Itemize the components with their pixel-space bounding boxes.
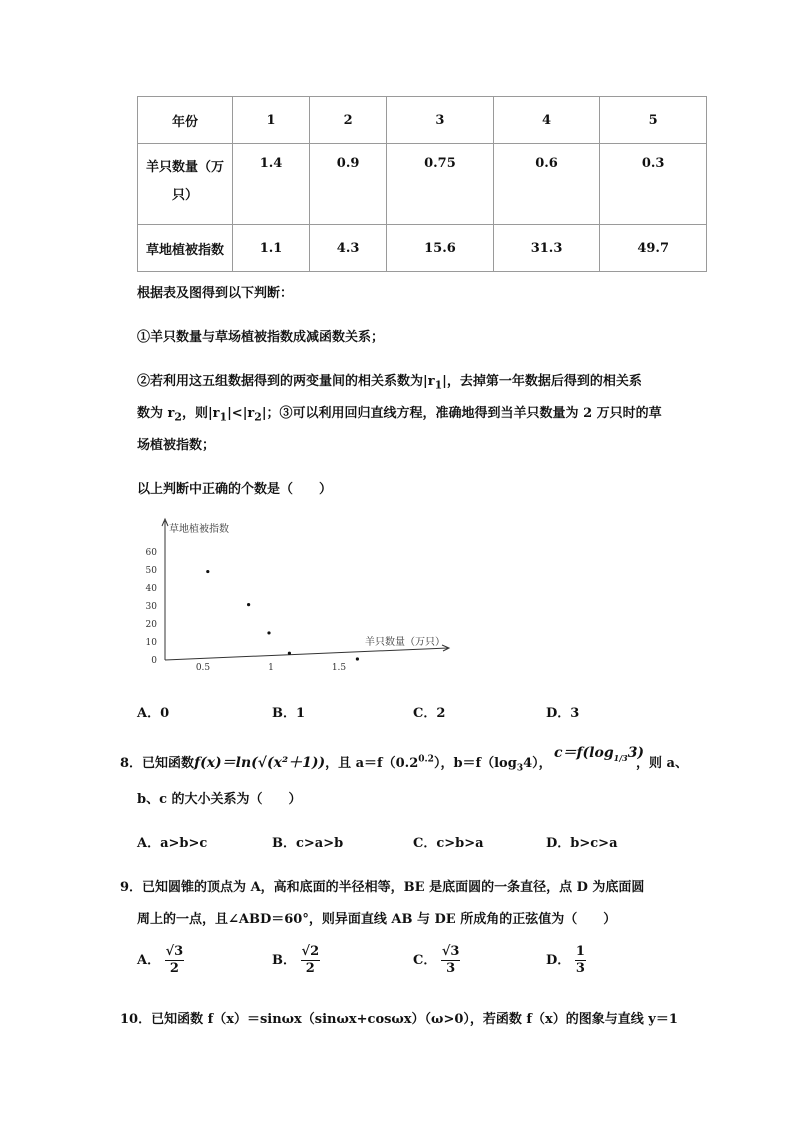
y-tick-label: 60 (145, 548, 157, 558)
option-label: A． (137, 953, 161, 968)
subscript: 1 (434, 378, 443, 392)
q8-number: 8． (120, 756, 143, 771)
table-row-year (138, 97, 707, 144)
q7-option-d: D．3 (546, 706, 580, 721)
q7-option-a: A．0 (137, 706, 170, 721)
text: ，且 a＝f（0.2 (325, 756, 419, 771)
table-cell: 5 (600, 97, 707, 144)
table-header-sheep-line1: 羊只数量（万 (145, 160, 224, 175)
q8-function: f(x)＝ln(√(x²＋1)) (194, 755, 326, 771)
text: |；③可以利用回归直线方程，准确地得到当羊只数量为 2 万只时的草 (261, 406, 662, 421)
data-point (206, 570, 209, 573)
denominator: 3 (446, 961, 456, 976)
y-tick-label: 10 (145, 638, 157, 648)
table-cell: 3 (387, 97, 494, 144)
q8-option-b: B．c>a>b (272, 836, 344, 851)
table-cell: 4.3 (310, 225, 387, 272)
text: 4）， (523, 756, 552, 771)
data-point (267, 631, 270, 634)
table-row-grass (138, 225, 707, 272)
x-tick-label: 1 (268, 663, 274, 673)
text: |，去掉第一年数据后得到的相关系 (442, 374, 642, 389)
q7-judgement-1: ①羊只数量与草场植被指数成减函数关系； (137, 330, 385, 345)
subscript: 1/3 (613, 752, 628, 763)
fraction (575, 944, 586, 977)
y-axis-label: 草地植被指数 (169, 524, 229, 535)
q7-option-c: C．2 (413, 706, 446, 721)
q8-option-d: D．b>c>a (546, 836, 618, 851)
q9-option-c (413, 944, 460, 977)
scatter-chart (140, 515, 460, 675)
q7-question: 以上判断中正确的个数是（ ） (137, 482, 333, 497)
x-tick-label: 1.5 (331, 663, 347, 673)
x-axis (165, 648, 448, 660)
y-tick-label: 0 (151, 656, 157, 666)
chart-layer (146, 519, 449, 673)
q7-option-b: B．1 (272, 706, 306, 721)
table-cell: 0.9 (310, 144, 387, 225)
denominator: 2 (305, 961, 315, 976)
table-header-sheep-line2: 只） (171, 188, 198, 203)
fraction (165, 944, 185, 977)
x-axis-label: 羊只数量（万只） (365, 637, 445, 648)
y-tick-label: 40 (145, 584, 157, 594)
option-label: B． (272, 953, 296, 968)
text: ，则|r (181, 406, 220, 421)
table-cell: 4 (493, 97, 600, 144)
text: ②若利用这五组数据得到的两变量间的相关系数为|r (137, 374, 435, 389)
table-cell: 0.75 (387, 144, 494, 225)
fraction (441, 944, 461, 977)
text: c＝f(log (554, 745, 614, 761)
q9-line2: 周上的一点，且∠ABD＝60°，则异面直线 AB 与 DE 所成角的正弦值为（ ） (137, 912, 617, 927)
table-cell: 49.7 (600, 225, 707, 272)
text: |<|r (227, 406, 255, 421)
text: ），b＝f（log (433, 756, 517, 771)
numerator: √2 (301, 944, 320, 959)
table-cell: 2 (310, 97, 387, 144)
data-point (356, 657, 359, 660)
table-cell: 1.4 (233, 144, 310, 225)
subscript: 1 (219, 410, 228, 424)
option-label: D． (546, 953, 571, 968)
q8-line2: b、c 的大小关系为（ ） (137, 792, 302, 807)
data-point (247, 603, 250, 606)
q9-line1 (120, 876, 644, 895)
numerator: √3 (441, 944, 460, 959)
superscript: 0.2 (418, 754, 434, 765)
x-tick-label: 0.5 (195, 663, 211, 673)
q9-option-b (272, 944, 320, 977)
subscript: 3 (516, 763, 524, 774)
numerator: √3 (165, 944, 184, 959)
q8-option-a: A．a>b>c (137, 836, 208, 851)
option-label: C． (413, 953, 437, 968)
numerator: 1 (575, 944, 585, 959)
q7-judgement-2-line1 (137, 370, 642, 392)
q8-option-c: C．c>b>a (413, 836, 484, 851)
text: 已知圆锥的顶点为 A，高和底面的半径相等，BE 是底面圆的一条直径，点 D 为底面圆 (142, 880, 645, 895)
q8-line1-end: ，则 a、 (636, 756, 688, 771)
y-tick-label: 50 (145, 566, 157, 576)
text: 3) (627, 745, 645, 761)
q9-option-d (546, 944, 586, 977)
q10-line1: 10．已知函数 f（x）＝sinωx（sinωx+cosωx）（ω>0），若函数 f（x）的图象与直线 y＝1 (120, 1012, 678, 1027)
q9-number: 9． (120, 880, 143, 895)
table-header-grass: 草地植被指数 (138, 225, 233, 272)
table-row-sheep (138, 144, 707, 225)
subscript: 2 (254, 410, 262, 424)
y-tick-label: 30 (145, 602, 157, 612)
table-header-sheep (138, 144, 233, 225)
denominator: 2 (169, 961, 179, 976)
table-cell: 15.6 (387, 225, 494, 272)
q7-intro: 根据表及图得到以下判断： (137, 286, 294, 301)
q7-judgement-2-line3: 场植被指数； (137, 438, 216, 453)
table-cell: 31.3 (493, 225, 600, 272)
q8-line1 (120, 752, 552, 774)
table-cell: 0.6 (493, 144, 600, 225)
data-table (137, 96, 707, 272)
denominator: 3 (575, 961, 585, 976)
table-header-year: 年份 (138, 97, 233, 144)
table-cell: 0.3 (600, 144, 707, 225)
text: 已知函数 (142, 756, 195, 771)
data-point (288, 652, 291, 655)
subscript: 2 (174, 410, 182, 424)
table-cell: 1.1 (233, 225, 310, 272)
text: 数为 r (137, 406, 175, 421)
q7-judgement-2-line2 (137, 402, 662, 424)
y-tick-label: 20 (145, 620, 157, 630)
fraction (301, 944, 321, 977)
q8-c-expression (554, 742, 644, 763)
q9-option-a (137, 944, 184, 977)
table-cell: 1 (233, 97, 310, 144)
